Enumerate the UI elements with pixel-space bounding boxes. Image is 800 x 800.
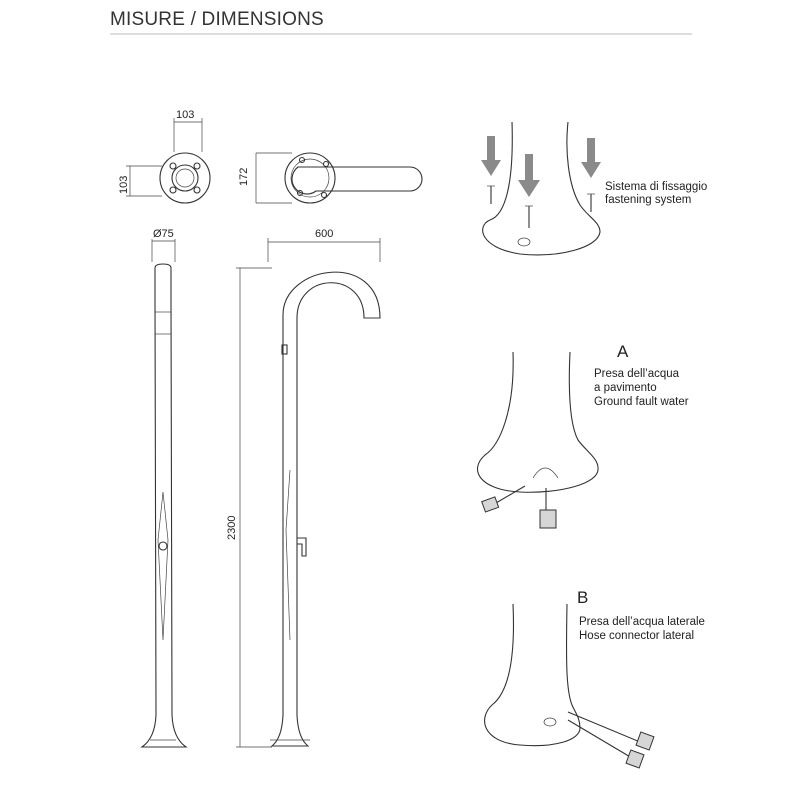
detail-b-label-line2: Hose connector lateral [579, 630, 695, 642]
arrow-down-icon [481, 136, 501, 176]
detail-a-label-line2: a pavimento [594, 382, 657, 394]
side-elevation [142, 239, 186, 747]
fastening-label-en: fastening system [605, 194, 692, 206]
detail-a-label-line1: Presa dell’acqua [594, 368, 680, 380]
arrow-down-icon [518, 154, 540, 197]
column-diameter-dimension: Ø75 [153, 228, 174, 240]
detail-a-letter: A [617, 342, 629, 361]
front-elevation [236, 238, 380, 747]
detail-a-floor-water-inlet [478, 352, 599, 528]
fastening-label-it: Sistema di fissaggio [605, 181, 708, 193]
arrow-down-icon [581, 138, 601, 178]
page-title: MISURE / DIMENSIONS [110, 9, 324, 30]
top-view-depth-dimension: 172 [238, 167, 250, 186]
flange-width-dimension: 103 [176, 109, 195, 121]
detail-b-label-line1: Presa dell’acqua laterale [579, 616, 705, 628]
detail-a-label-line3: Ground fault water [594, 396, 689, 408]
total-height-dimension: 2300 [226, 515, 238, 540]
detail-b-letter: B [577, 588, 589, 607]
shower-top-view [256, 153, 422, 203]
spout-reach-dimension: 600 [315, 228, 334, 240]
detail-b-lateral-hose-connector [485, 604, 654, 768]
flange-top-view [126, 118, 210, 203]
fastening-detail [481, 122, 601, 255]
flange-height-dimension: 103 [118, 175, 130, 194]
